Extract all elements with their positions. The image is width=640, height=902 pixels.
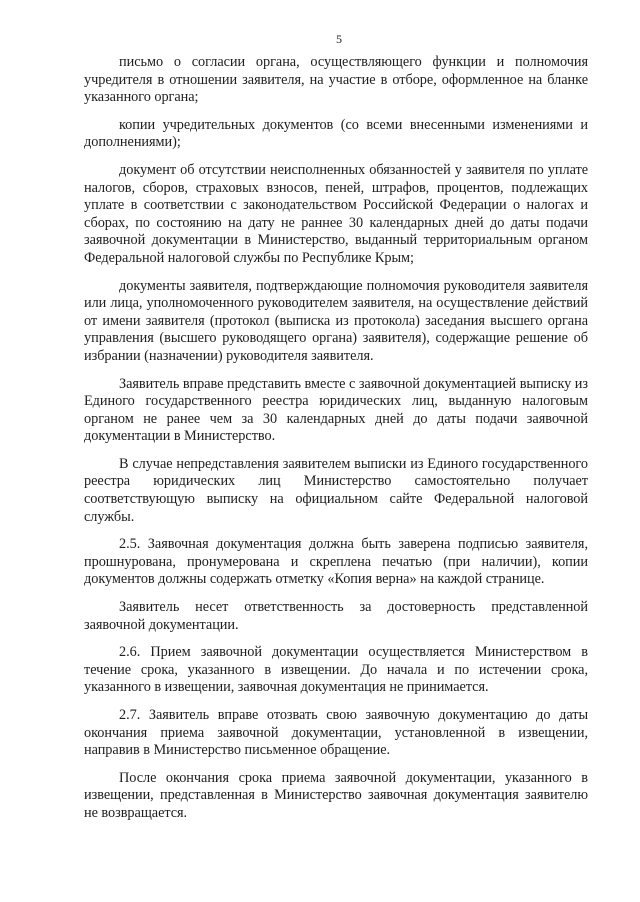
paragraph-no-return: После окончания срока приема заявочной документации, указанного в извещении, представленная в Министерство заявочная документация заявителю не возвращается. <box>84 769 588 821</box>
paragraph-consent-letter: письмо о согласии органа, осуществляющего функции и полномочия учредителя в отношении заявителя, на участие в отборе, оформленное на бланке указанного органа; <box>84 54 588 106</box>
page-number: 5 <box>336 32 342 46</box>
paragraph-tax-certificate: документ об отсутствии неисполненных обязанностей у заявителя по уплате налогов, сборов, страховых взносов, пеней, штрафов, процентов, подлежащих уплате в соответствии с законодательством Российской Федерации о налогах и сборах, по состоянию на дату не раннее 30 календарных дней до даты подачи заявочной документации в Министерство, выданный территориальным органом Федеральной налоговой службы по Республике Крым; <box>84 161 588 266</box>
paragraph-authority-documents: документы заявителя, подтверждающие полномочия руководителя заявителя или лица, уполномоченного руководителем заявителя, на осуществление действий от имени заявителя (протокол (выписка из протокола) заседания высшего органа управления (высшего руководящего органа) заявителя), содержащие решение об избрании (назначении) руководителя заявителя. <box>84 277 588 364</box>
paragraph-register-extract: Заявитель вправе представить вместе с заявочной документацией выписку из Единого государственного реестра юридических лиц, выданную налоговым органом не ранее чем за 30 календарных дней до даты подачи заявочной документации в Министерство. <box>84 375 588 445</box>
paragraph-2-7: 2.7. Заявитель вправе отозвать свою заявочную документацию до даты окончания приема заявочной документации, установленной в извещении, направив в Министерство письменное обращение. <box>84 707 588 759</box>
paragraph-2-5: 2.5. Заявочная документация должна быть заверена подписью заявителя, прошнурована, пронумерована и скреплена печатью (при наличии), копии документов должны содержать отметку «Копия верна» на каждой странице. <box>84 536 588 588</box>
paragraph-ministry-obtains-extract: В случае непредставления заявителем выписки из Единого государственного реестра юридических лиц Министерство самостоятельно получает соответствующую выписку на официальном сайте Федеральной налоговой службы. <box>84 455 588 525</box>
paragraph-2-6: 2.6. Прием заявочной документации осуществляется Министерством в течение срока, указанного в извещении. До начала и по истечении срока, указанного в извещении, заявочная документация не принимается. <box>84 644 588 696</box>
paragraph-charter-copies: копии учредительных документов (со всеми внесенными изменениями и дополнениями); <box>84 116 588 151</box>
paragraph-applicant-responsibility: Заявитель несет ответственность за достоверность представленной заявочной документации. <box>84 599 588 633</box>
